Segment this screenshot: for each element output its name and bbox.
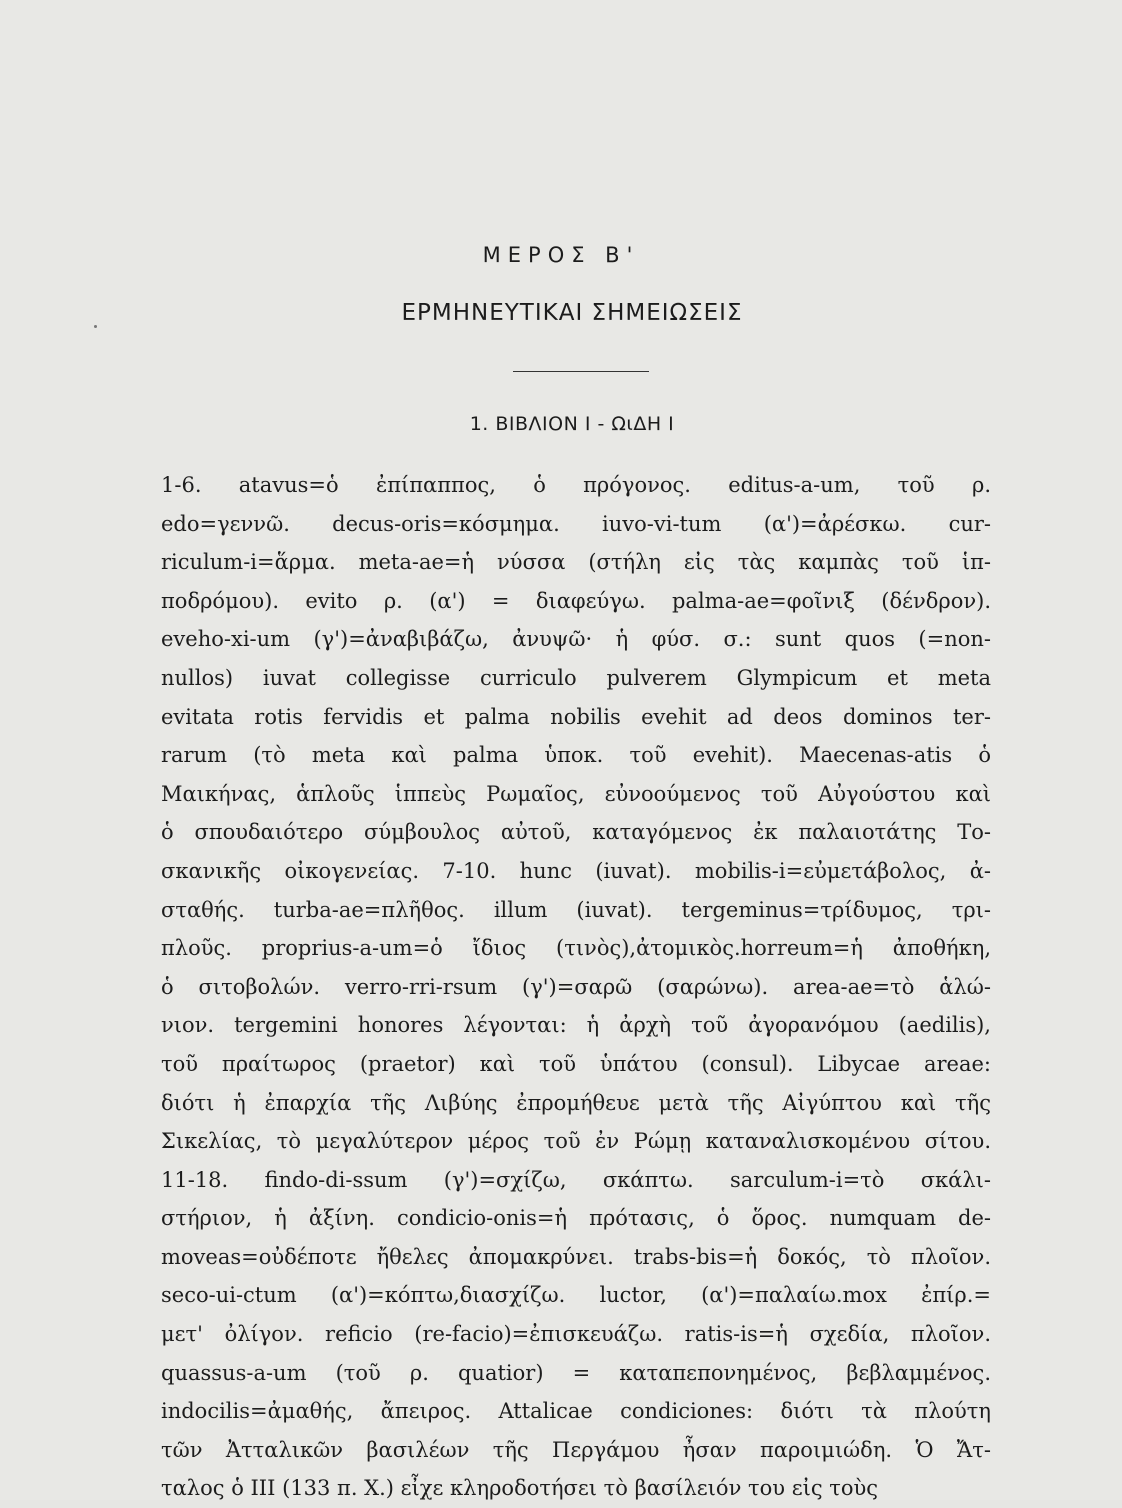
text-line: moveas=οὐδέποτε ἤθελες ἀπομακρύνει. trabs-bis=ἡ δοκός, τὸ πλοῖον. <box>161 1244 991 1269</box>
text-line: nullos) iuvat collegisse curriculo pulverem Glympicum et meta <box>161 665 991 690</box>
text-line: ποδρόμου). evito ρ. (α') = διαφεύγω. palma-ae=φοῖνιξ (δένδρον). <box>161 588 991 613</box>
text-line: indocilis=ἀμαθής, ἄπειρος. Attalicae condiciones: διότι τὰ πλούτη <box>161 1399 991 1424</box>
text-line: τῶν Ἀτταλικῶν βασιλέων τῆς Περγάμου ἦσαν παροιμιώδη. Ὁ Ἄτ- <box>161 1437 991 1462</box>
text-line: 11-18. findo-di-ssum (γ')=σχίζω, σκάπτω. sarculum-i=τὸ σκάλι- <box>161 1167 991 1192</box>
text-line: ὁ σπουδαιότερο σύμβουλος αὐτοῦ, καταγόμενος ἐκ παλαιοτάτης Το- <box>161 820 991 845</box>
text-line: διότι ἡ ἐπαρχία τῆς Λιβύης ἐπρομήθευε μετὰ τῆς Αἰγύπτου καὶ τῆς <box>161 1090 991 1115</box>
commentary-body <box>161 466 991 1508</box>
text-line: ὁ σιτοβολών. verro-rri-rsum (γ')=σαρῶ (σαρώνω). area-ae=τὸ ἁλώ- <box>161 974 991 999</box>
text-line: Σικελίας, τὸ μεγαλύτερον μέρος τοῦ ἐν Ρώμῃ καταναλισκομένου σίτου. <box>161 1129 991 1154</box>
text-line: rarum (τὸ meta καὶ palma ὑποκ. τοῦ evehit). Maecenas-atis ὁ <box>161 743 991 768</box>
text-line: σταθής. turba-ae=πλῆθος. illum (iuvat). tergeminus=τρίδυμος, τρι- <box>161 897 991 922</box>
part-heading: ΜΕΡΟΣ Β' <box>482 243 640 267</box>
text-line: seco-ui-ctum (α')=κόπτω,διασχίζω. luctor, (α')=παλαίω.mox ἐπίρ.= <box>161 1283 991 1308</box>
text-line: evitata rotis fervidis et palma nobilis evehit ad deos dominos ter- <box>161 704 991 729</box>
text-line: Μαικήνας, ἁπλοῦς ἱππεὺς Ρωμαῖος, εὐνοούμενος τοῦ Αὐγούστου καὶ <box>161 781 991 806</box>
text-line: στήριον, ἡ ἀξίνη. condicio-onis=ἡ πρότασις, ὁ ὅρος. numquam de- <box>161 1206 991 1231</box>
text-line: edo=γεννῶ. decus-oris=κόσμημα. iuvo-vi-tum (α')=ἀρέσκω. cur- <box>161 511 991 536</box>
text-line: ταλος ὁ ΙΙΙ (133 π. Χ.) εἶχε κληροδοτήσει τὸ βασίλειόν του εἰς τοὺς <box>161 1476 879 1501</box>
text-line: riculum-i=ἅρμα. meta-ae=ἡ νύσσα (στήλη εἰς τὰς καμπὰς τοῦ ἱπ- <box>161 550 991 575</box>
text-line: quassus-a-um (τοῦ ρ. quatior) = καταπεπονημένος, βεβλαμμένος. <box>161 1360 991 1385</box>
text-line: τοῦ πραίτωρος (praetor) καὶ τοῦ ὑπάτου (consul). Libycae areae: <box>161 1051 991 1076</box>
chapter-heading: 1. ΒΙΒΛΙΟΝ Ι - ΩιΔΗ Ι <box>469 413 675 435</box>
text-line: μετ' ὀλίγον. reficio (re-facio)=ἐπισκευάζω. ratis-is=ἡ σχεδία, πλοῖον. <box>161 1322 991 1347</box>
text-line: 1-6. atavus=ὁ ἐπίπαππος, ὁ πρόγονος. editus-a-um, τοῦ ρ. <box>161 473 991 497</box>
text-line: νιον. tergemini honores λέγονται: ἡ ἀρχὴ τοῦ ἀγορανόμου (aedilis), <box>161 1013 991 1038</box>
divider-rule <box>513 371 649 372</box>
text-line: σκανικῆς οἰκογενείας. 7-10. hunc (iuvat). mobilis-i=εὐμετάβολος, ἀ- <box>161 858 991 883</box>
text-line: πλοῦς. proprius-a-um=ὁ ἴδιος (τινὸς),ἀτομικὸς.horreum=ἡ ἀποθήκη, <box>161 936 991 961</box>
section-title: ΕΡΜΗΝΕΥΤΙΚΑΙ ΣΗΜΕΙΩΣΕΙΣ <box>401 300 743 326</box>
text-line: eveho-xi-um (γ')=ἀναβιβάζω, ἀνυψῶ· ἡ φύσ. σ.: sunt quos (=non- <box>161 627 991 652</box>
